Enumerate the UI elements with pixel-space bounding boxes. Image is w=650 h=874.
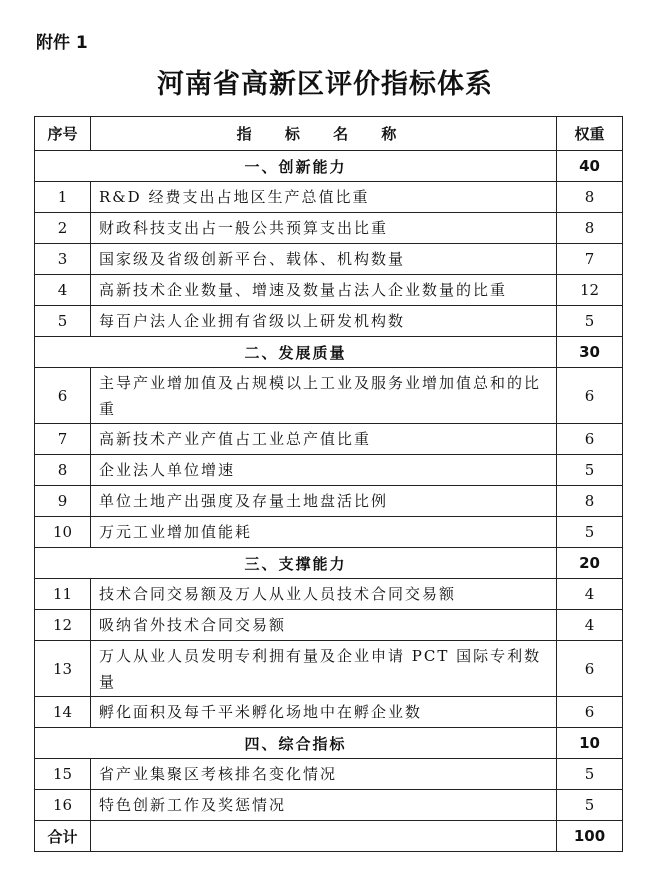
row-weight: 6 (557, 368, 623, 424)
row-seq: 5 (35, 306, 91, 337)
section-name: 四、综合指标 (35, 728, 557, 759)
section-name: 三、支撑能力 (35, 548, 557, 579)
table-row (35, 182, 623, 213)
table-row (35, 424, 623, 455)
row-seq: 4 (35, 275, 91, 306)
row-weight: 5 (557, 455, 623, 486)
row-seq: 8 (35, 455, 91, 486)
section-weight: 10 (557, 728, 623, 759)
row-weight: 8 (557, 213, 623, 244)
row-weight: 5 (557, 517, 623, 548)
row-indicator-name: 省产业集聚区考核排名变化情况 (91, 759, 557, 790)
row-seq: 13 (35, 641, 91, 697)
row-seq: 2 (35, 213, 91, 244)
attachment-label: 附件 1 (36, 33, 88, 53)
table-row (35, 697, 623, 728)
section-row (35, 728, 623, 759)
row-seq: 7 (35, 424, 91, 455)
section-name: 一、创新能力 (35, 151, 557, 182)
row-weight: 4 (557, 610, 623, 641)
row-indicator-name: 单位土地产出强度及存量土地盘活比例 (91, 486, 557, 517)
row-weight: 5 (557, 306, 623, 337)
header-seq: 序号 (35, 117, 91, 151)
row-indicator-name: R&D 经费支出占地区生产总值比重 (91, 182, 557, 213)
table-row (35, 759, 623, 790)
total-row (35, 821, 623, 852)
row-indicator-name: 高新技术产业产值占工业总产值比重 (91, 424, 557, 455)
row-seq: 10 (35, 517, 91, 548)
table-row (35, 486, 623, 517)
table-row (35, 790, 623, 821)
row-indicator-name: 每百户法人企业拥有省级以上研发机构数 (91, 306, 557, 337)
header-weight: 权重 (557, 117, 623, 151)
row-seq: 1 (35, 182, 91, 213)
document-title: 河南省高新区评价指标体系 (157, 69, 493, 100)
row-seq: 14 (35, 697, 91, 728)
row-weight: 12 (557, 275, 623, 306)
row-seq: 11 (35, 579, 91, 610)
table-row (35, 244, 623, 275)
section-row (35, 151, 623, 182)
row-weight: 7 (557, 244, 623, 275)
table-row (35, 213, 623, 244)
row-indicator-name: 孵化面积及每千平米孵化场地中在孵企业数 (91, 697, 557, 728)
section-weight: 20 (557, 548, 623, 579)
row-weight: 6 (557, 641, 623, 697)
table-row (35, 641, 623, 697)
row-indicator-name: 技术合同交易额及万人从业人员技术合同交易额 (91, 579, 557, 610)
row-weight: 8 (557, 182, 623, 213)
row-indicator-name: 万人从业人员发明专利拥有量及企业申请 PCT 国际专利数量 (91, 641, 557, 697)
row-weight: 6 (557, 697, 623, 728)
total-weight: 100 (557, 821, 623, 852)
row-seq: 9 (35, 486, 91, 517)
table-row (35, 275, 623, 306)
table-row (35, 579, 623, 610)
table-row (35, 368, 623, 424)
total-empty-cell (91, 821, 557, 852)
section-name: 二、发展质量 (35, 337, 557, 368)
row-indicator-name: 万元工业增加值能耗 (91, 517, 557, 548)
row-indicator-name: 吸纳省外技术合同交易额 (91, 610, 557, 641)
row-weight: 5 (557, 790, 623, 821)
row-indicator-name: 国家级及省级创新平台、载体、机构数量 (91, 244, 557, 275)
row-seq: 12 (35, 610, 91, 641)
row-seq: 3 (35, 244, 91, 275)
row-weight: 5 (557, 759, 623, 790)
total-label: 合计 (35, 821, 91, 852)
row-seq: 16 (35, 790, 91, 821)
row-weight: 4 (557, 579, 623, 610)
row-weight: 6 (557, 424, 623, 455)
section-row (35, 337, 623, 368)
table-body (35, 151, 623, 852)
row-indicator-name: 特色创新工作及奖惩情况 (91, 790, 557, 821)
row-indicator-name: 企业法人单位增速 (91, 455, 557, 486)
table-row (35, 306, 623, 337)
table-row (35, 610, 623, 641)
row-weight: 8 (557, 486, 623, 517)
row-seq: 15 (35, 759, 91, 790)
section-weight: 30 (557, 337, 623, 368)
table-row (35, 517, 623, 548)
table-row (35, 455, 623, 486)
row-indicator-name: 高新技术企业数量、增速及数量占法人企业数量的比重 (91, 275, 557, 306)
section-weight: 40 (557, 151, 623, 182)
section-row (35, 548, 623, 579)
indicator-table (34, 116, 623, 852)
row-indicator-name: 财政科技支出占一般公共预算支出比重 (91, 213, 557, 244)
row-seq: 6 (35, 368, 91, 424)
row-indicator-name: 主导产业增加值及占规模以上工业及服务业增加值总和的比重 (91, 368, 557, 424)
header-name: 指 标 名 称 (91, 117, 557, 151)
table-header-row (35, 117, 623, 151)
